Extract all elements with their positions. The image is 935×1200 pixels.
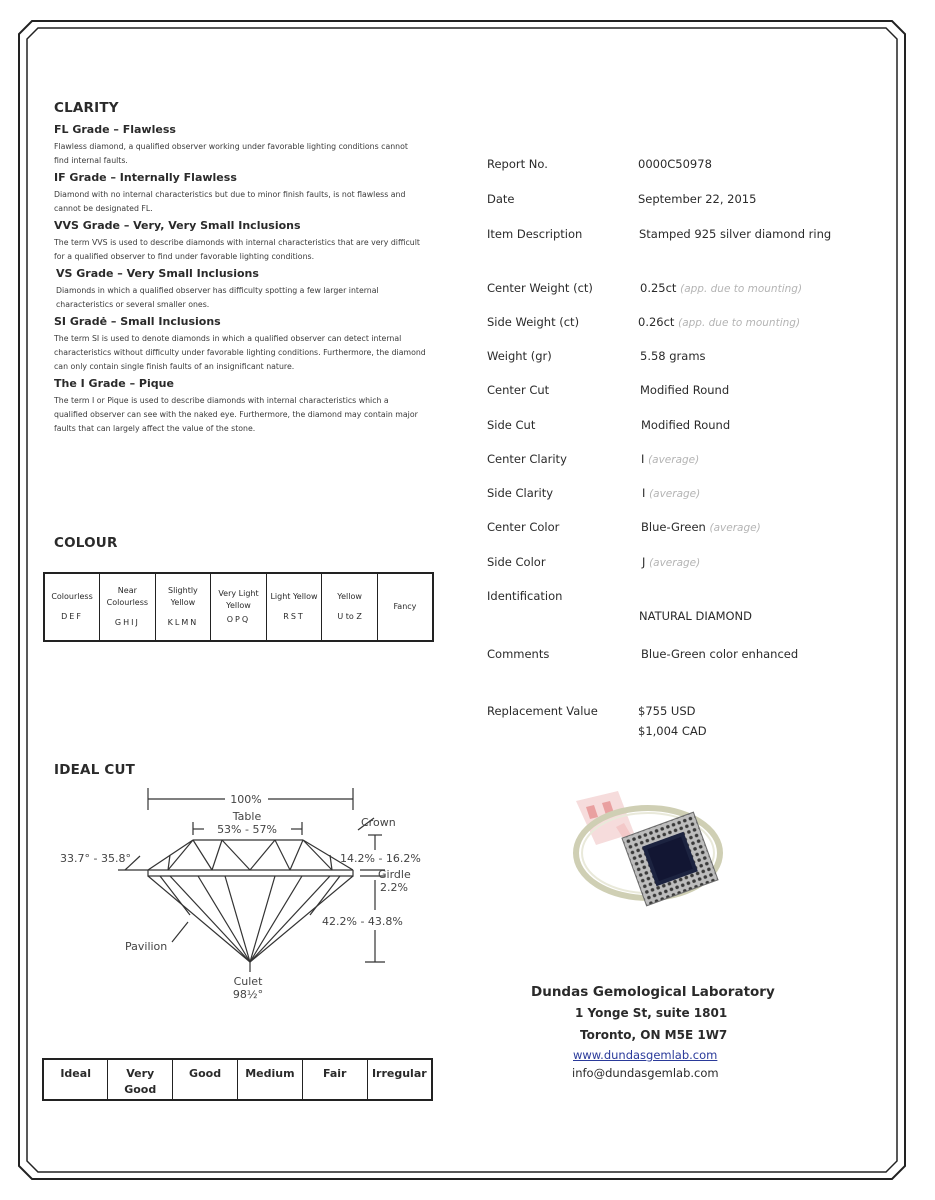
- cut-grade-cell: Good: [173, 1059, 238, 1100]
- center-color-field: [641, 520, 761, 534]
- cut-grade-scale: [42, 1058, 433, 1101]
- report-no-label: Report No.: [487, 157, 548, 171]
- girdle-label: Girdle: [378, 868, 411, 881]
- colour-name: Yellow: [337, 592, 362, 601]
- center-color-label: Center Color: [487, 520, 560, 534]
- side-clarity-note: (average): [649, 488, 701, 500]
- colour-cell: [266, 573, 322, 641]
- side-weight-label: Side Weight (ct): [487, 315, 580, 329]
- side-clarity-value: I: [642, 486, 646, 500]
- center-weight-field: [640, 281, 802, 295]
- colour-grades: KLMN: [167, 618, 199, 627]
- grade-title: FL Grade – Flawless: [54, 123, 176, 136]
- grade-description: Diamond with no internal characteristics but due to minor finish faults, is not flawless and cannot be designated FL.: [54, 190, 406, 213]
- center-clarity-note: (average): [648, 454, 700, 466]
- clarity-grade-i: [54, 377, 424, 436]
- clarity-grade-fl: [54, 123, 424, 168]
- colour-grades: GHIJ: [114, 618, 140, 627]
- colour-grades: RST: [283, 612, 305, 621]
- ring-photo: [568, 783, 728, 913]
- comments-value: Blue-Green color enhanced: [641, 647, 799, 661]
- grade-title: SI Gradė – Small Inclusions: [54, 315, 221, 328]
- table-range: 53% - 57%: [217, 823, 277, 836]
- replacement-value-cad: $1,004 CAD: [638, 724, 707, 738]
- grade-title: The I Grade – Pique: [54, 377, 174, 390]
- lab-address-line1: 1 Yonge St, suite 1801: [575, 1006, 728, 1020]
- colour-name: Near Colourless: [106, 586, 149, 607]
- grade-description: The term VVS is used to describe diamonds with internal characteristics that are very difficult for a qualified observer to find under favorable lighting conditions.: [54, 238, 420, 261]
- replacement-value-usd: $755 USD: [638, 704, 696, 718]
- grade-description: The term SI is used to denote diamonds in which a qualified observer can detect internal characteristics without difficulty under favorable lighting conditions. Furthermore, the diamond can only contain single finish faults of an insignificant nature.: [54, 334, 426, 371]
- colour-cell: [100, 573, 156, 641]
- identification-value: NATURAL DIAMOND: [639, 609, 753, 623]
- cut-grade-cell: Fair: [302, 1059, 367, 1100]
- side-clarity-field: [642, 486, 700, 500]
- clarity-grade-vs: [56, 267, 426, 312]
- width-percent: 100%: [230, 793, 262, 806]
- clarity-grade-vvs: [54, 219, 424, 264]
- colour-name: Very Light Yellow: [218, 589, 259, 610]
- colour-grades: OPQ: [226, 615, 251, 624]
- comments-label: Comments: [487, 647, 550, 661]
- identification-label: Identification: [487, 589, 563, 603]
- pavilion-label: Pavilion: [125, 940, 168, 953]
- colour-cell: [211, 573, 267, 641]
- table-label: Table: [232, 810, 262, 823]
- side-color-label: Side Color: [487, 555, 546, 569]
- lab-name: Dundas Gemological Laboratory: [531, 984, 775, 1000]
- crown-height: 14.2% - 16.2%: [340, 852, 421, 865]
- center-clarity-field: [641, 452, 699, 466]
- colour-name: Colourless: [51, 592, 93, 601]
- crown-angle: 33.7° - 35.8°: [60, 852, 131, 865]
- clarity-grade-si: [54, 315, 426, 374]
- clarity-grade-if: [54, 171, 424, 216]
- center-clarity-value: I: [641, 452, 645, 466]
- colour-heading: COLOUR: [54, 535, 118, 551]
- colour-name: Fancy: [393, 602, 417, 611]
- center-weight-label: Center Weight (ct): [487, 281, 593, 295]
- colour-scale-table: [43, 572, 434, 642]
- colour-name: Light Yellow: [270, 592, 318, 601]
- colour-grades: U to Z: [337, 612, 362, 621]
- center-color-note: (average): [709, 522, 761, 534]
- grade-title: VVS Grade – Very, Very Small Inclusions: [54, 219, 301, 232]
- cut-grade-cell: Irregular: [367, 1059, 432, 1100]
- grade-description: Diamonds in which a qualified observer has difficulty spotting a few larger internal characteristics or several smaller ones.: [56, 286, 379, 309]
- colour-cell: [44, 573, 100, 641]
- crown-label: Crown: [361, 816, 396, 829]
- side-color-field: [642, 555, 700, 569]
- culet-value: 98½°: [232, 988, 264, 1001]
- side-weight-field: [638, 315, 800, 329]
- cut-grade-cell: Ideal: [43, 1059, 108, 1100]
- colour-name: Slightly Yellow: [168, 586, 198, 607]
- grade-title: IF Grade – Internally Flawless: [54, 171, 237, 184]
- side-cut-label: Side Cut: [487, 418, 536, 432]
- item-description-label: Item Description: [487, 227, 583, 241]
- colour-grades: DEF: [61, 612, 83, 621]
- lab-email: info@dundasgemlab.com: [572, 1066, 719, 1080]
- diamond-proportions-diagram: [40, 780, 440, 1010]
- clarity-heading: CLARITY: [54, 100, 119, 116]
- cut-grade-cell: Very Good: [108, 1059, 173, 1100]
- side-clarity-label: Side Clarity: [487, 486, 554, 500]
- girdle-value: 2.2%: [380, 881, 408, 894]
- side-weight-note: (app. due to mounting): [678, 317, 801, 329]
- colour-cell: [377, 573, 433, 641]
- side-weight-value: 0.26ct: [638, 315, 675, 329]
- date-value: September 22, 2015: [638, 192, 757, 206]
- weight-gr-value: 5.58 grams: [640, 349, 706, 363]
- side-color-value: J: [642, 555, 646, 569]
- cut-grade-cell: Medium: [237, 1059, 302, 1100]
- center-clarity-label: Center Clarity: [487, 452, 567, 466]
- side-cut-value: Modified Round: [641, 418, 731, 432]
- item-description-value: Stamped 925 silver diamond ring: [639, 227, 832, 241]
- report-no-value: 0000C50978: [638, 157, 712, 171]
- center-cut-label: Center Cut: [487, 383, 550, 397]
- center-weight-value: 0.25ct: [640, 281, 677, 295]
- replacement-value-label: Replacement Value: [487, 704, 598, 718]
- date-label: Date: [487, 192, 515, 206]
- center-weight-note: (app. due to mounting): [680, 283, 803, 295]
- center-cut-value: Modified Round: [640, 383, 730, 397]
- pavilion-depth: 42.2% - 43.8%: [322, 915, 403, 928]
- lab-address-line2: Toronto, ON M5E 1W7: [580, 1028, 728, 1042]
- grade-description: The term I or Pique is used to describe diamonds with internal characteristics which a qualified observer can see with the naked eye. Furthermore, the diamond may contain major faults that can largely affect the value of the stone.: [54, 396, 418, 433]
- center-color-value: Blue-Green: [641, 520, 706, 534]
- colour-cell: [322, 573, 378, 641]
- side-color-note: (average): [649, 557, 701, 569]
- culet-label: Culet: [233, 975, 263, 988]
- weight-gr-label: Weight (gr): [487, 349, 552, 363]
- grade-description: Flawless diamond, a qualified observer working under favorable lighting conditions cannot find internal faults.: [54, 142, 408, 165]
- lab-website-link[interactable]: www.dundasgemlab.com: [573, 1048, 718, 1062]
- ideal-cut-heading: IDEAL CUT: [54, 762, 136, 778]
- colour-cell: [155, 573, 211, 641]
- grade-title: VS Grade – Very Small Inclusions: [56, 267, 259, 280]
